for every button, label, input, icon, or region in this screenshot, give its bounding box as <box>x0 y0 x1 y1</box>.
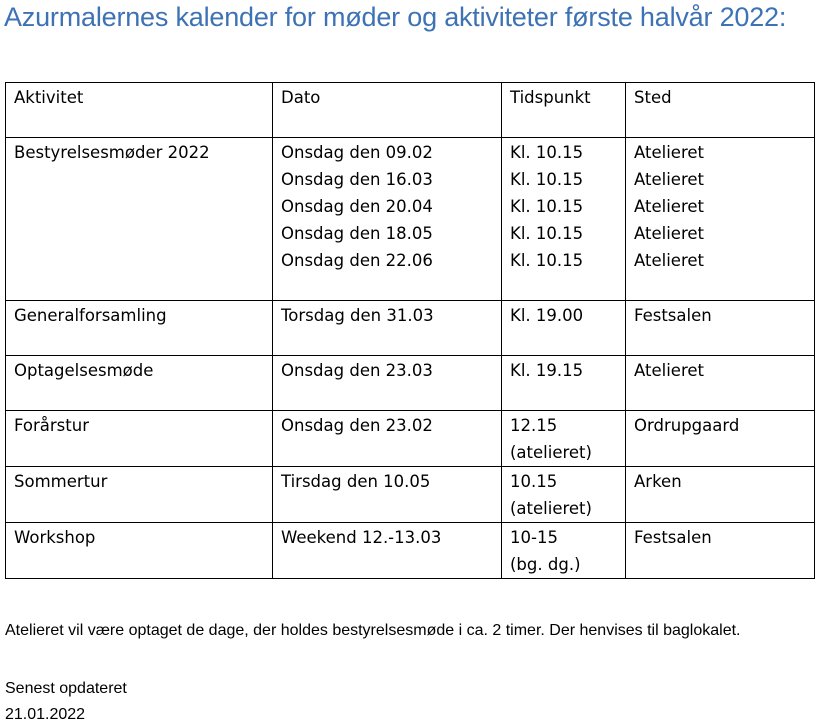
cell-aktivitet <box>6 301 273 356</box>
cell-line: Tirsdag den 10.05 <box>281 472 431 491</box>
cell-line: Kl. 19.15 <box>510 361 584 380</box>
cell-line: Forårstur <box>14 416 89 435</box>
cell-aktivitet <box>6 356 273 411</box>
cell-line: Onsdag den 18.05 <box>281 224 433 243</box>
cell-dato <box>273 356 502 411</box>
cell-aktivitet <box>6 467 273 523</box>
cell-line: Atelieret <box>634 170 704 189</box>
cell-line: Bestyrelsesmøder 2022 <box>14 143 210 162</box>
table-row <box>6 356 815 411</box>
cell-tidspunkt <box>502 301 626 356</box>
table-row <box>6 138 815 301</box>
last-updated-date: 21.01.2022 <box>5 706 86 723</box>
cell-tidspunkt <box>502 523 626 579</box>
cell-line: Onsdag den 23.02 <box>281 416 433 435</box>
cell-aktivitet <box>6 411 273 467</box>
header-cell-tidspunkt: Tidspunkt <box>502 83 626 138</box>
cell-line: Kl. 10.15 <box>510 170 584 189</box>
cell-line: Atelieret <box>634 361 704 380</box>
cell-line: Weekend 12.-13.03 <box>281 528 442 547</box>
cell-line: Onsdag den 20.04 <box>281 197 433 216</box>
cell-dato <box>273 301 502 356</box>
cell-line: Onsdag den 23.03 <box>281 361 433 380</box>
table-row <box>6 523 815 579</box>
cell-sted <box>626 138 815 301</box>
cell-line: Onsdag den 16.03 <box>281 170 433 189</box>
table-header-row <box>6 83 815 138</box>
cell-line: Arken <box>634 472 682 491</box>
header-cell-dato: Dato <box>273 83 502 138</box>
cell-line: Atelieret <box>634 143 704 162</box>
cell-line: Sommertur <box>14 472 108 491</box>
cell-sted <box>626 356 815 411</box>
cell-line: Festsalen <box>634 306 712 325</box>
table-row <box>6 411 815 467</box>
cell-line: (bg. dg.) <box>510 555 581 574</box>
last-updated-label: Senest opdateret <box>5 680 127 697</box>
cell-line: 10.15 <box>510 472 558 491</box>
cell-tidspunkt <box>502 467 626 523</box>
cell-line: Kl. 10.15 <box>510 224 584 243</box>
cell-line: Torsdag den 31.03 <box>281 306 434 325</box>
cell-line: Kl. 10.15 <box>510 143 584 162</box>
cell-sted <box>626 411 815 467</box>
cell-line: Onsdag den 22.06 <box>281 251 433 270</box>
cell-line: Onsdag den 09.02 <box>281 143 433 162</box>
cell-line: Optagelsesmøde <box>14 361 154 380</box>
cell-tidspunkt <box>502 411 626 467</box>
cell-dato <box>273 467 502 523</box>
cell-aktivitet <box>6 138 273 301</box>
cell-tidspunkt <box>502 138 626 301</box>
cell-line: Ordrupgaard <box>634 416 740 435</box>
cell-line: Kl. 19.00 <box>510 306 584 325</box>
cell-line: Atelieret <box>634 224 704 243</box>
cell-dato <box>273 138 502 301</box>
header-cell-aktivitet: Aktivitet <box>6 83 273 138</box>
cell-line: Atelieret <box>634 197 704 216</box>
calendar-table <box>5 82 815 579</box>
last-updated <box>5 676 127 728</box>
header-cell-sted: Sted <box>626 83 815 138</box>
cell-dato <box>273 411 502 467</box>
cell-line: Kl. 10.15 <box>510 251 584 270</box>
cell-tidspunkt <box>502 356 626 411</box>
cell-line: (atelieret) <box>510 443 592 462</box>
cell-line: 10-15 <box>510 528 558 547</box>
cell-sted <box>626 523 815 579</box>
info-note: Atelieret vil være optaget de dage, der holdes bestyrelsesmøde i ca. 2 timer. Der henvises til baglokalet. <box>5 622 741 639</box>
cell-line: (atelieret) <box>510 499 592 518</box>
cell-sted <box>626 467 815 523</box>
cell-line: Atelieret <box>634 251 704 270</box>
cell-dato <box>273 523 502 579</box>
table-row <box>6 301 815 356</box>
page-title: Azurmalernes kalender for møder og aktiviteter første halvår 2022: <box>4 2 787 32</box>
cell-line: Generalforsamling <box>14 306 167 325</box>
cell-aktivitet <box>6 523 273 579</box>
cell-line: Kl. 10.15 <box>510 197 584 216</box>
cell-line: Festsalen <box>634 528 712 547</box>
table-row <box>6 467 815 523</box>
cell-sted <box>626 301 815 356</box>
cell-line: 12.15 <box>510 416 558 435</box>
cell-line: Workshop <box>14 528 96 547</box>
